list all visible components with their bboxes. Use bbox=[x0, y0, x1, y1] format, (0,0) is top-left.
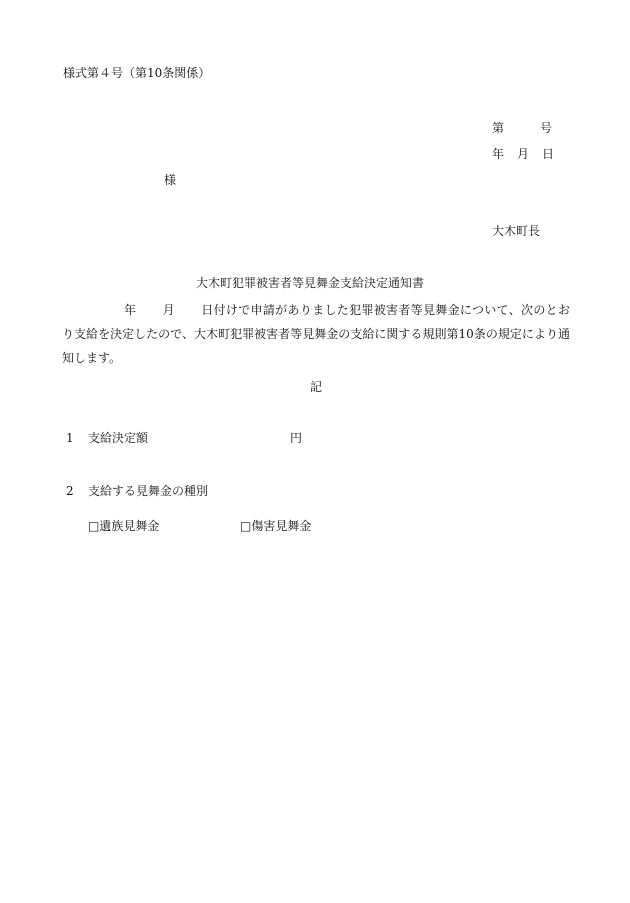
number-suffix: 号 bbox=[540, 121, 553, 135]
issuer: 大木町長 bbox=[492, 224, 541, 238]
number-prefix: 第 bbox=[492, 121, 505, 135]
checkbox-icon[interactable]: □ bbox=[88, 519, 100, 533]
body-year: 年 bbox=[124, 303, 137, 317]
item2-label: 支給する見舞金の種別 bbox=[88, 484, 209, 498]
checkbox-icon[interactable]: □ bbox=[240, 519, 252, 533]
option-label: 遺族見舞金 bbox=[99, 519, 160, 533]
date-year: 年 bbox=[492, 147, 505, 161]
form-label: 様式第４号（第10条関係） bbox=[63, 66, 211, 80]
document-number-line bbox=[492, 121, 552, 135]
body-month: 月 bbox=[162, 303, 175, 317]
ki-heading: 記 bbox=[310, 380, 323, 394]
item1-label: 支給決定額 bbox=[88, 431, 149, 445]
addressee-suffix: 様 bbox=[164, 173, 177, 187]
date-month: 月 bbox=[517, 147, 530, 161]
item1-unit: 円 bbox=[290, 431, 303, 445]
item1-number: 1 bbox=[66, 431, 74, 445]
option-label: 傷害見舞金 bbox=[251, 519, 312, 533]
document-title: 大木町犯罪被害者等見舞金支給決定通知書 bbox=[196, 276, 425, 290]
item2-number: 2 bbox=[66, 484, 74, 498]
option-injury[interactable] bbox=[240, 519, 311, 533]
date-day: 日 bbox=[542, 147, 555, 161]
notice-body bbox=[62, 298, 570, 370]
issue-date-line bbox=[492, 147, 554, 161]
body-text: 日付けで申請がありました犯罪被害者等見舞金について、次のとおり支給を決定したので、大木町犯罪被害者等見舞金の支給に関する規則第10条の規定により通知します。 bbox=[62, 303, 570, 365]
option-bereaved-family[interactable] bbox=[88, 519, 159, 533]
